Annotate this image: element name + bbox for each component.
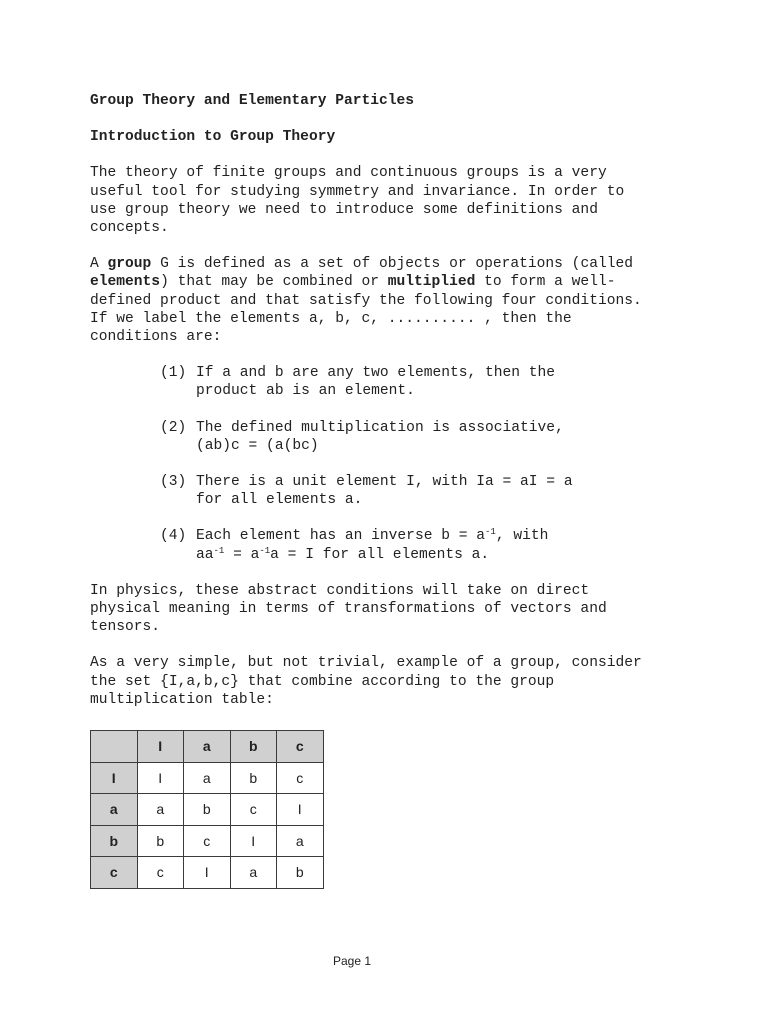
group-definition-paragraph [90,255,710,346]
table-cell: b [230,762,277,794]
term-multiplied: multiplied [387,274,476,291]
condition-number: (3) [160,474,187,491]
definition-text: to form a well- [475,274,616,291]
table-cell: b [137,825,184,857]
condition-text: There is a unit element I, with Ia = aI = a [196,474,573,491]
table-cell: b [277,857,324,889]
physics-line: physical meaning in terms of transformations of vectors and [90,601,607,618]
table-cell: c [230,794,277,826]
document-title: Group Theory and Elementary Particles [90,93,415,109]
physics-line: In physics, these abstract conditions will take on direct [90,582,590,599]
intro-line: concepts. [90,220,169,237]
superscript: -1 [259,545,271,556]
table-cell: a [137,794,184,826]
condition-text: The defined multiplication is associative, [196,419,564,436]
table-row [91,794,324,826]
condition-2 [160,419,710,455]
definition-text: A [90,256,108,273]
condition-number: (2) [160,419,187,436]
table-cell: b [184,794,231,826]
multiplication-table [90,730,324,889]
table-row [91,762,324,794]
condition-text: Each element has an inverse b = a [196,528,486,545]
condition-number: (4) [160,528,187,545]
definition-text: If we label the elements a, b, c, .......... , then the [90,310,572,327]
row-header: c [91,857,138,889]
column-header: c [277,731,324,763]
table-cell: I [137,762,184,794]
condition-text: product ab is an element. [196,383,415,400]
condition-4 [160,527,710,563]
condition-text: = a [224,546,260,563]
condition-text: (ab)c = (a(bc) [196,437,319,454]
intro-line: The theory of finite groups and continuous groups is a very [90,165,607,182]
superscript: -1 [213,545,225,556]
definition-text: ) that may be combined or [160,274,388,291]
physics-line: tensors. [90,619,161,636]
table-cell: I [184,857,231,889]
condition-text: If a and b are any two elements, then the [196,365,556,382]
condition-text: a = I for all elements a. [270,546,490,563]
multiplication-table-container [90,730,324,889]
row-header: I [91,762,138,794]
row-header: a [91,794,138,826]
table-row [91,825,324,857]
condition-text: for all elements a. [196,492,363,509]
column-header: a [184,731,231,763]
condition-text: aa [196,546,214,563]
table-cell: I [277,794,324,826]
example-paragraph [90,654,710,709]
physics-paragraph [90,582,710,637]
intro-line: useful tool for studying symmetry and invariance. In order to [90,183,625,200]
section-heading: Introduction to Group Theory [90,129,336,146]
table-row [91,857,324,889]
term-group: group [107,256,152,273]
example-line: multiplication table: [90,691,274,708]
page-number: Page 1 [332,954,372,968]
table-corner-cell [91,731,138,763]
table-cell: a [230,857,277,889]
row-header: b [91,825,138,857]
column-header: b [230,731,277,763]
table-cell: c [184,825,231,857]
intro-line: use group theory we need to introduce some definitions and [90,201,598,218]
condition-1 [160,364,710,400]
definition-text: G is defined as a set of objects or operations (called [151,256,633,273]
condition-3 [160,473,710,509]
superscript: -1 [485,527,496,538]
table-cell: I [230,825,277,857]
table-cell: c [277,762,324,794]
example-line: the set {I,a,b,c} that combine according to the group [90,673,555,690]
column-header: I [137,731,184,763]
table-cell: a [184,762,231,794]
document-body [90,92,710,727]
definition-text: defined product and that satisfy the following four conditions. [90,292,642,309]
condition-number: (1) [160,365,187,382]
table-header-row [91,731,324,763]
condition-text: , with [495,528,549,545]
table-cell: a [277,825,324,857]
term-elements: elements [90,274,161,291]
table-cell: c [137,857,184,889]
example-line: As a very simple, but not trivial, example of a group, consider [90,655,642,672]
intro-paragraph [90,164,710,237]
definition-text: conditions are: [90,329,222,346]
